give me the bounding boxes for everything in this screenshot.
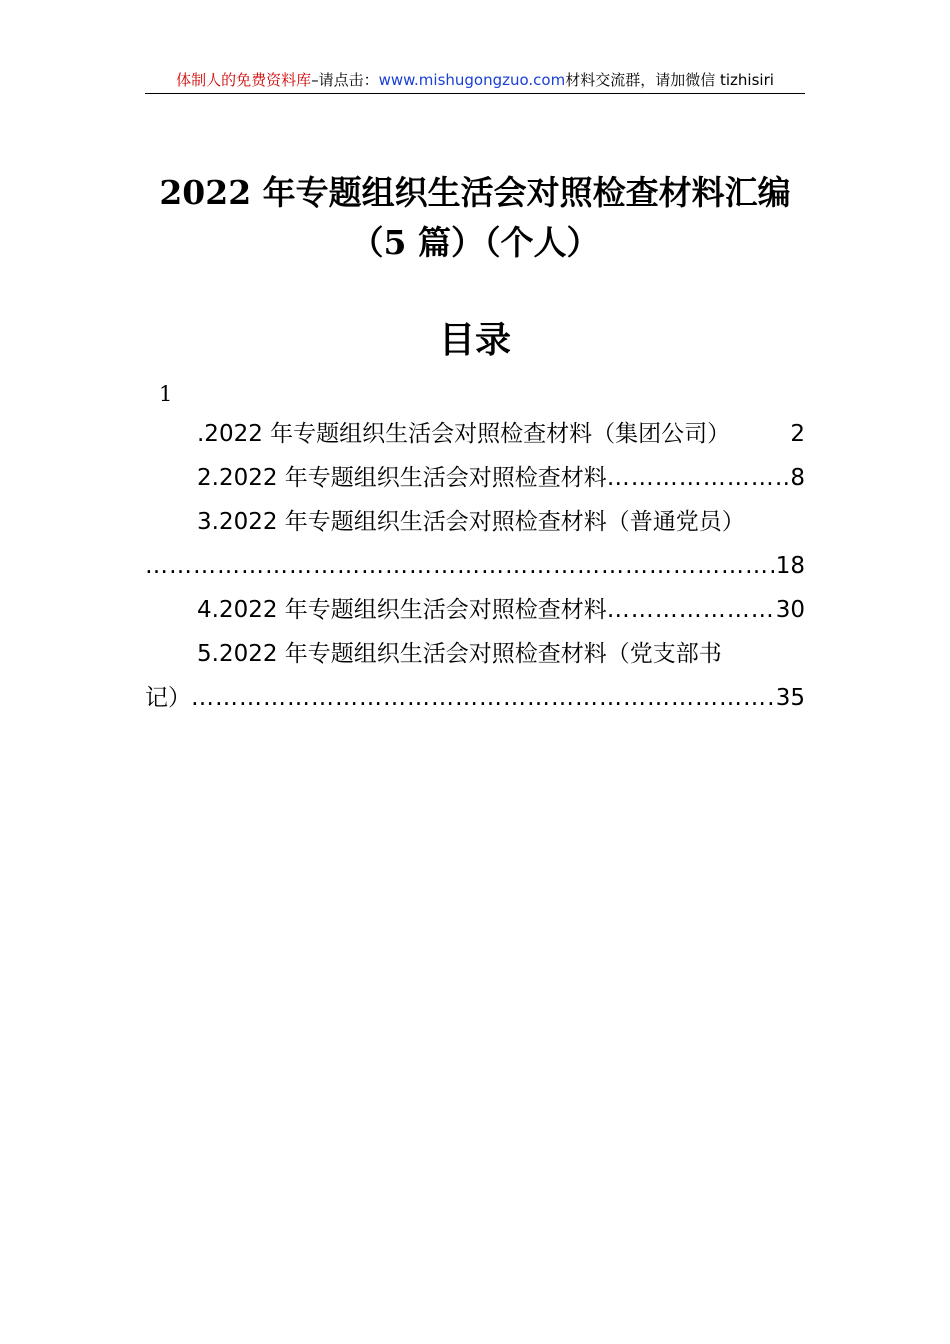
toc-leader-dots (607, 456, 789, 500)
header-brand[interactable]: 体制人的免费资料库 (176, 71, 312, 89)
table-of-contents (145, 376, 805, 720)
toc-item-2[interactable] (145, 456, 805, 500)
toc-leader-dots (607, 588, 774, 632)
toc-item-5-continuation[interactable] (145, 676, 805, 720)
toc-item-text: 4.2022 年专题组织生活会对照检查材料 (197, 597, 607, 623)
toc-leader-dots (145, 544, 774, 588)
toc-item-page: 8 (790, 465, 805, 491)
toc-item-3-continuation[interactable] (145, 544, 805, 588)
toc-item-5[interactable] (145, 632, 805, 676)
toc-heading: 目录 (438, 319, 511, 361)
toc-leader-dots (191, 676, 774, 720)
toc-item-page: 2 (790, 421, 805, 447)
document-title-line2: （5 篇）（个人） (350, 223, 600, 262)
toc-item-4[interactable] (145, 588, 805, 632)
toc-item-text-continuation: 记） (145, 685, 191, 711)
toc-item-page: 30 (775, 597, 805, 623)
toc-item-3[interactable] (145, 500, 805, 544)
page-header (145, 69, 805, 94)
toc-item-text: 2.2022 年专题组织生活会对照检查材料 (197, 465, 607, 491)
toc-item-page: 18 (775, 553, 805, 579)
header-url-link[interactable]: www.mishugongzuo.com (378, 71, 566, 89)
toc-item-page: 35 (775, 685, 805, 711)
toc-item-text: .2022 年专题组织生活会对照检查材料（集团公司） (197, 421, 731, 447)
header-prompt: –请点击： (311, 71, 379, 89)
toc-stray-number: 1 (159, 382, 173, 406)
document-title (145, 168, 805, 268)
toc-item-text: 3.2022 年专题组织生活会对照检查材料（普通党员） (197, 509, 745, 535)
document-title-line1: 2022 年专题组织生活会对照检查材料汇编 (159, 173, 791, 212)
toc-item-text: 5.2022 年专题组织生活会对照检查材料（党支部书 (197, 641, 722, 667)
header-contact: 材料交流群，请加微信 tizhisiri (565, 71, 774, 89)
toc-item-1[interactable] (145, 412, 805, 456)
